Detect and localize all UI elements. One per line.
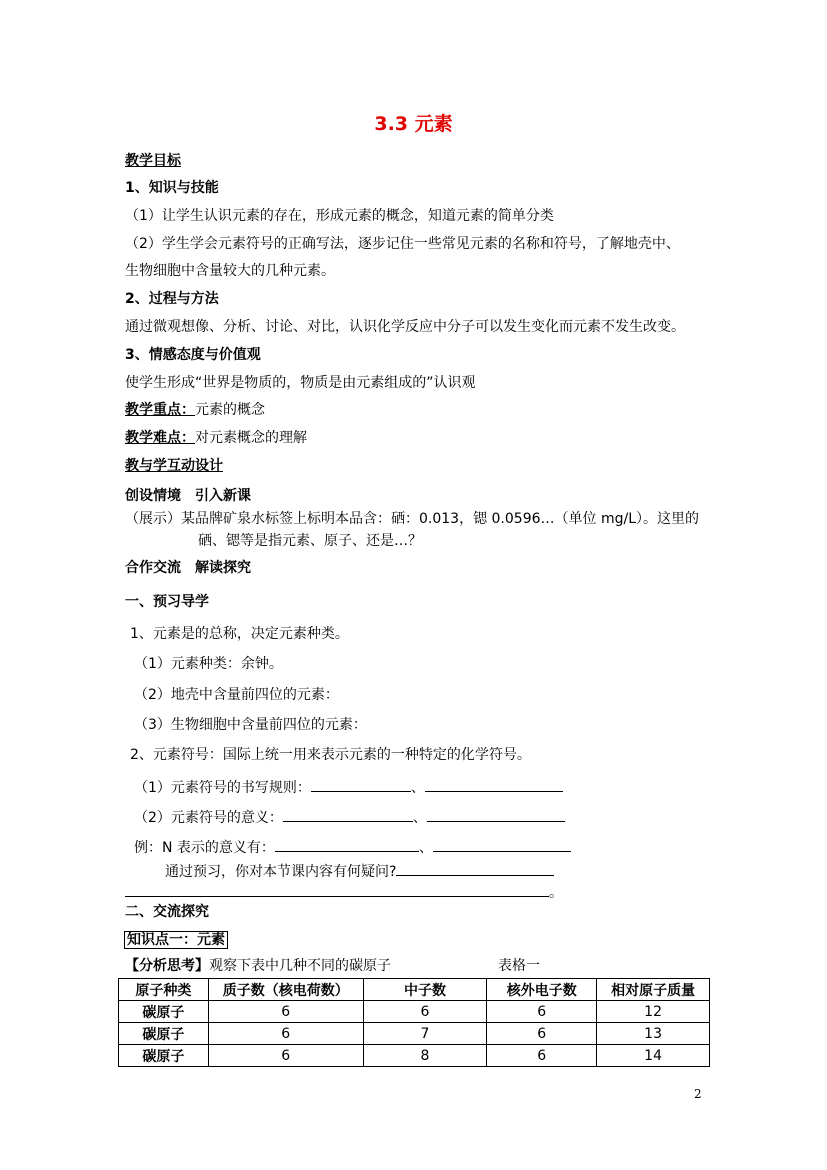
intro-text-line1: （展示）某品牌矿泉水标签上标明本品含：硒：0.013，锶 0.0596…（单位 mg/L）。这里的	[125, 511, 700, 527]
preview-item-1-3: （3）生物细胞中含量前四位的元素：	[134, 717, 367, 733]
symbol-meaning-label: （2）元素符号的意义：	[134, 810, 283, 826]
table-cell: 碳原子	[119, 1001, 209, 1023]
answer-blank[interactable]	[283, 807, 413, 822]
table-caption: 表格一	[498, 958, 540, 974]
table-cell: 6	[363, 1001, 487, 1023]
table-cell: 12	[597, 1001, 710, 1023]
objective-1-text: （1）让学生认识元素的存在，形成元素的概念，知道元素的简单分类	[125, 208, 554, 224]
end-mark: 。	[549, 885, 563, 901]
answer-blank[interactable]	[311, 777, 411, 792]
column-header: 质子数（核电荷数）	[208, 979, 363, 1001]
section-1-heading: 1、知识与技能	[125, 180, 219, 196]
answer-blank[interactable]	[125, 882, 549, 897]
table-cell: 6	[487, 1045, 597, 1067]
page-number: 2	[694, 1087, 702, 1101]
difficulty-label: 教学难点：	[125, 430, 195, 446]
preview-heading: 一、预习导学	[125, 594, 209, 610]
question-continuation	[125, 882, 563, 902]
column-header: 中子数	[363, 979, 487, 1001]
question-prompt: 通过预习，你对本节课内容有何疑问?	[165, 864, 397, 880]
table-row	[119, 1045, 710, 1067]
analysis-line	[125, 957, 391, 975]
table-cell: 13	[597, 1023, 710, 1045]
explore-heading: 二、交流探究	[125, 904, 209, 920]
page-title: 3.3 元素	[374, 113, 453, 135]
knowledge-point-1-label: 知识点一：元素	[124, 931, 228, 949]
table-cell: 6	[487, 1023, 597, 1045]
table-row	[119, 1023, 710, 1045]
answer-blank[interactable]	[427, 807, 565, 822]
example-label: 例：N 表示的意义有：	[134, 840, 275, 856]
column-header: 原子种类	[119, 979, 209, 1001]
preview-item-1: 1、元素是的总称，决定元素种类。	[130, 626, 349, 642]
section-3-text: 使学生形成“世界是物质的，物质是由元素组成的”认识观	[125, 375, 476, 391]
carbon-atoms-table	[118, 978, 710, 1067]
coop-heading: 合作交流 解读探究	[125, 560, 251, 576]
objective-2-text-line1: （2）学生学会元素符号的正确写法，逐步记住一些常见元素的名称和符号，了解地壳中、	[125, 236, 680, 252]
column-header: 核外电子数	[487, 979, 597, 1001]
table-cell: 6	[208, 1023, 363, 1045]
table-cell: 6	[208, 1001, 363, 1023]
table-header-row	[119, 979, 710, 1001]
section-2-heading: 2、过程与方法	[125, 291, 219, 307]
example-line	[134, 837, 571, 857]
answer-blank[interactable]	[396, 861, 554, 876]
intro-heading: 创设情境 引入新课	[125, 488, 251, 504]
analysis-label: 【分析思考】	[125, 958, 209, 974]
key-point-line	[125, 401, 265, 419]
answer-blank[interactable]	[275, 837, 419, 852]
table-row	[119, 1001, 710, 1023]
separator: 、	[412, 810, 427, 826]
separator: 、	[418, 840, 433, 856]
writing-rules-label: （1）元素符号的书写规则：	[134, 780, 311, 796]
key-point-label: 教学重点：	[125, 402, 195, 418]
symbol-meaning-line	[134, 807, 565, 827]
answer-blank[interactable]	[425, 777, 563, 792]
table-cell: 6	[487, 1001, 597, 1023]
table-cell: 碳原子	[119, 1023, 209, 1045]
table-cell: 6	[208, 1045, 363, 1067]
table-cell: 8	[363, 1045, 487, 1067]
question-line	[165, 861, 554, 881]
intro-text-line2: 硒、锶等是指元素、原子、还是…？	[198, 533, 422, 549]
separator: 、	[410, 780, 425, 796]
interaction-heading: 教与学互动设计	[125, 458, 223, 474]
section-2-text: 通过微观想像、分析、讨论、对比，认识化学反应中分子可以发生变化而元素不发生改变。	[125, 319, 685, 335]
table-cell: 碳原子	[119, 1045, 209, 1067]
analysis-text: 观察下表中几种不同的碳原子	[209, 958, 391, 974]
preview-item-1-2: （2）地壳中含量前四位的元素：	[134, 687, 339, 703]
preview-item-2: 2、元素符号：国际上统一用来表示元素的一种特定的化学符号。	[130, 747, 531, 763]
writing-rules-line	[134, 777, 563, 797]
objective-2-text-line2: 生物细胞中含量较大的几种元素。	[125, 263, 335, 279]
table-cell: 14	[597, 1045, 710, 1067]
key-point-text: 元素的概念	[195, 402, 265, 418]
preview-item-1-1: （1）元素种类：余钟。	[134, 656, 283, 672]
table-cell: 7	[363, 1023, 487, 1045]
knowledge-point-1	[124, 931, 228, 949]
objectives-heading: 教学目标	[125, 153, 181, 169]
difficulty-line	[125, 429, 307, 447]
section-3-heading: 3、情感态度与价值观	[125, 347, 261, 363]
column-header: 相对原子质量	[597, 979, 710, 1001]
answer-blank[interactable]	[433, 837, 571, 852]
difficulty-text: 对元素概念的理解	[195, 430, 307, 446]
